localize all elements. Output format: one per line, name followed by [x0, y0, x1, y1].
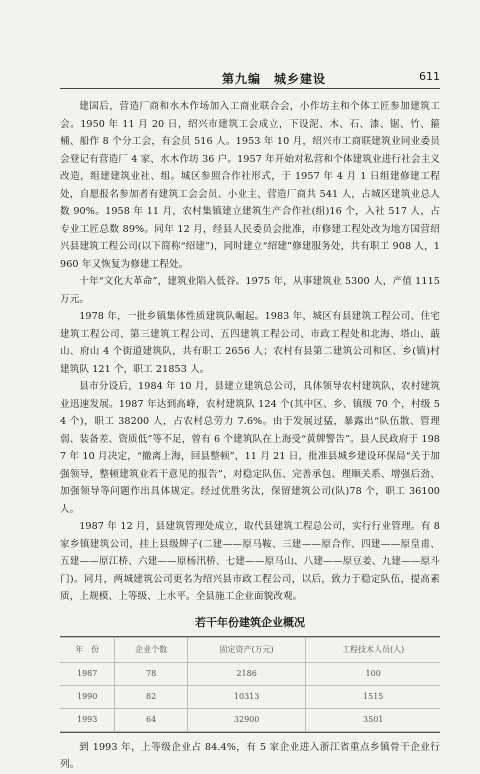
paragraph-1984: 县市分设后，1984 年 10 月，县建立建筑总公司，具体领导农村建筑队，农村建筑业迅速发展。1987 年达到高峰，农村建筑队 124 个(其中区、乡、镇级 70 个，村级 54 个)，职工 38200 人，占农村总劳力 7.6%。由于发展过猛，暴露出“队伍散、管理弱、装备差、资质低”等不足，曾有 6 个建筑队在上海受“黄牌警告”。县人民政府于 1987 年 10 月决定，“撤离上海，回县整顿”，11 月 21 日，批准县城乡建设环保局“关于加强领导，整顿建筑业若干意见的报告”，对稳定队伍、完善承包、理顺关系、增强后劲、加强领导等问题作出具体规定。经过优胜劣汰，保留建筑公司(队)78 个，职工 36100 人。 — [60, 381, 440, 515]
cell-fixed-assets: 2186 — [187, 662, 306, 685]
cell-enterprise-count: 82 — [115, 685, 187, 708]
cell-enterprise-count: 64 — [115, 708, 187, 731]
cell-technical-staff: 1515 — [306, 685, 440, 708]
page-number: 611 — [419, 70, 440, 83]
closing-paragraph: 到 1993 年，上等级企业占 84.4%，有 5 家企业进入浙江省重点乡镇骨干企业行列。 — [60, 741, 440, 770]
paragraph-1978: 1978 年，一批乡镇集体性质建筑队崛起。1983 年，城区有县建筑工程公司、住宅建筑工程公司、第三建筑工程公司、五四建筑工程公司、市政工程处和北海、塔山、蕺山、府山 4 个街道建筑队，共有职工 2656 人；农村有县第二建筑公司和区、乡(镇)村建筑队 121 个，职工 21853 人。 — [60, 311, 440, 375]
header-enterprise-count: 企业个数 — [115, 637, 187, 662]
cell-fixed-assets: 32900 — [187, 708, 306, 731]
section-title: 第九编 城乡建设 — [222, 72, 327, 86]
cell-enterprise-count: 78 — [115, 662, 187, 685]
cell-year: 1993 — [60, 708, 115, 731]
cell-technical-staff: 100 — [306, 662, 440, 685]
page-body — [60, 98, 440, 774]
enterprise-table — [60, 637, 440, 732]
cell-year: 1987 — [60, 662, 115, 685]
cell-fixed-assets: 10313 — [187, 685, 306, 708]
running-header — [60, 68, 440, 89]
table-frame — [60, 636, 440, 733]
paragraph-cultural-revolution: 十年“文化大革命”，建筑业陷入低谷。1975 年，从事建筑业 5300 人，产值 1115 万元。 — [60, 276, 440, 305]
header-fixed-assets: 固定资产(万元) — [187, 637, 306, 662]
cell-year: 1990 — [60, 685, 115, 708]
paragraph-post-1949: 建国后，营造厂商和水木作场加入工商业联合会，小作坊主和个体工匠参加建筑工会。1950 年 11 月 20 日，绍兴市建筑工会成立，下设泥、木、石、漆、锯、竹、箍桶、船作 8 个分工会，有会员 516 人。1953 年 10 月，绍兴市工商联建筑业同业委员会登记有营造厂 4 家、水木作坊 36 户。1957 年开始对私营和个体建筑业进行社会主义改造，组建建筑业社、组。城区参照合作社形式，于 1957 年 4 月 1 日组建修建工程处，自愿报名参加者有建筑工会会员、小业主、营造厂商共 541 人，占城区建筑业总人数 90%。1958 年 11 月，农村集镇建立建筑生产合作社(组)16 个，入社 517 人，占专业工匠总数 89%。同年 12 月，经县人民委员会批准，市修建工程处改为地方国营绍兴县建筑工程公司(以下简称“绍建”)，同时建立“绍建”修建服务处，共有职工 908 人，1960 年又恢复为修建工程处。 — [60, 101, 440, 270]
table-row — [60, 708, 440, 731]
table-title: 若干年份建筑企业概况 — [195, 615, 305, 629]
header-year: 年 份 — [60, 637, 115, 662]
header-technical-staff: 工程技术人员(人) — [306, 637, 440, 662]
table-header-row — [60, 637, 440, 662]
table-row — [60, 662, 440, 685]
cell-technical-staff: 3501 — [306, 708, 440, 731]
paragraph-1987: 1987 年 12 月，县建筑管理处成立，取代县建筑工程总公司，实行行业管理。有 8 家乡镇建筑公司，挂上县级牌子(二建——原马鞍、三建——原合作、四建——原皇甫、五建——原江桥、六建——原杨汛桥、七建——原马山、八建——原豆姜、九建——原斗门)。同月，两城建筑公司更名为绍兴县市政工程公司，以后，致力于稳定队伍，提高素质，上规模、上等级、上水平。全县施工企业面貌改观。 — [60, 521, 440, 602]
table-row — [60, 685, 440, 708]
